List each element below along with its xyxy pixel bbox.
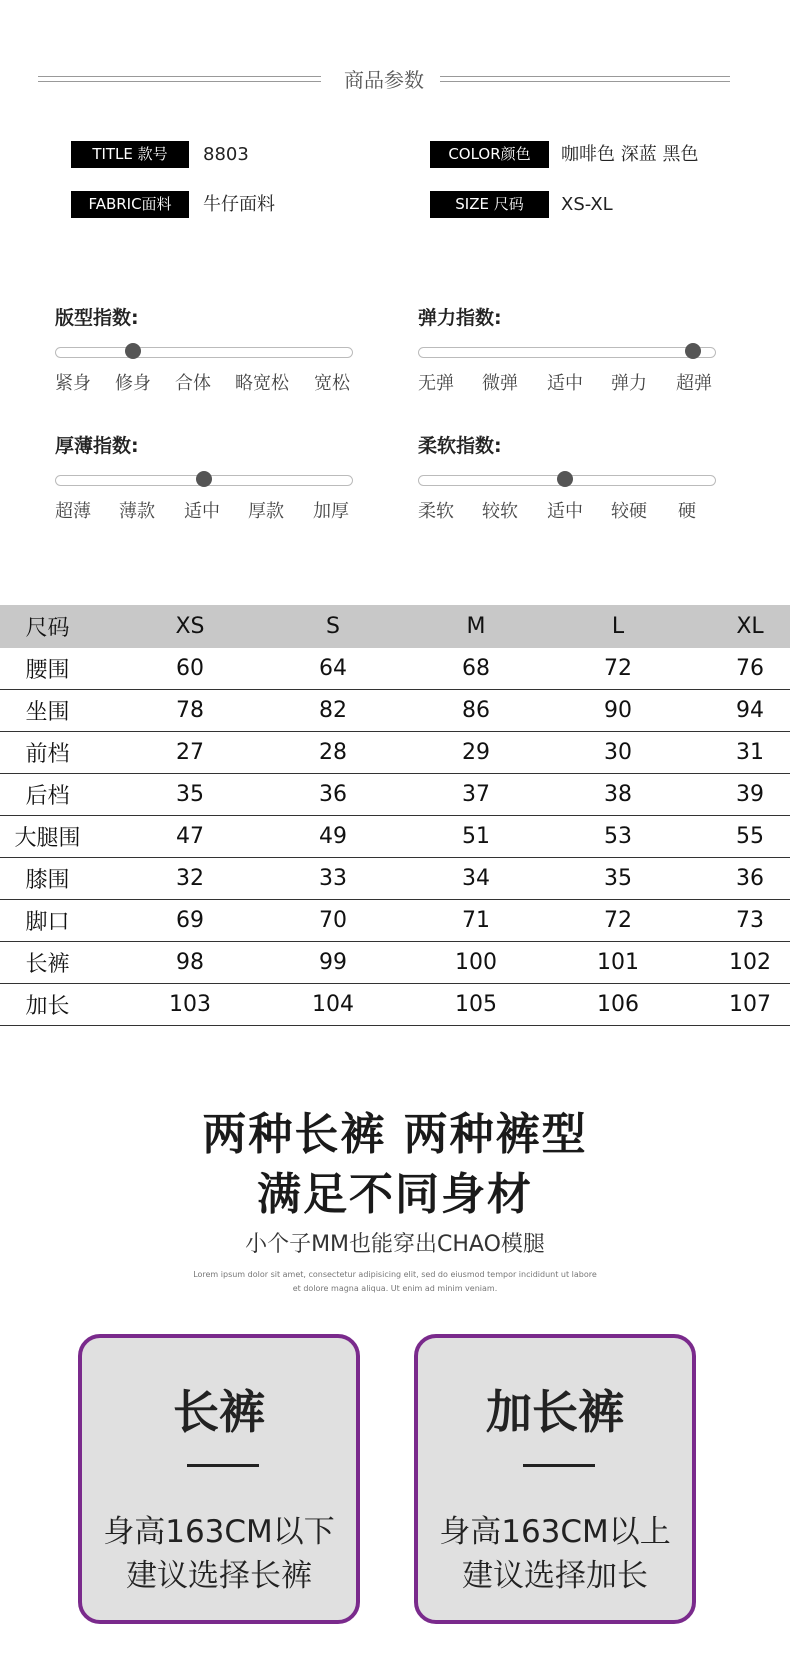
promo-headline-line2: 满足不同身材 — [257, 1169, 533, 1220]
table-cell: 104 — [312, 992, 354, 1017]
table-cell: 51 — [462, 824, 490, 849]
header-divider-right — [440, 76, 730, 82]
header-cell: XS — [175, 614, 205, 639]
promo-placeholder-line2: et dolore magna aliqua. Ut enim ad minim veniam. — [292, 1284, 498, 1293]
table-cell: 94 — [736, 698, 764, 723]
long-pants-advice-text: 建议选择加长 — [462, 1558, 648, 1594]
table-cell: 35 — [176, 782, 204, 807]
table-cell: 82 — [319, 698, 347, 723]
size-table-header — [0, 605, 790, 648]
header-cell: XL — [736, 614, 764, 639]
table-row — [0, 648, 790, 690]
fit-scale-track — [55, 347, 353, 358]
table-cell: 64 — [319, 656, 347, 681]
table-cell: 107 — [729, 992, 771, 1017]
color-value: 咖啡色 深蓝 黑色 — [561, 144, 699, 165]
softness-scale-knob — [557, 471, 573, 487]
table-cell: 76 — [736, 656, 764, 681]
row-label: 后档 — [25, 784, 70, 809]
stretch-scale-title: 弹力指数: — [418, 307, 502, 329]
table-cell: 98 — [176, 950, 204, 975]
table-cell: 72 — [604, 908, 632, 933]
long-pants-height-text: 身高163CM以上 — [439, 1514, 671, 1550]
stretch-scale-knob — [685, 343, 701, 359]
section-title: 商品参数 — [344, 68, 424, 92]
promo-subtitle: 小个子MM也能穿出CHAO模腿 — [245, 1232, 545, 1257]
header-cell: S — [326, 614, 340, 639]
table-cell: 78 — [176, 698, 204, 723]
fit-tick: 修身 — [115, 373, 151, 394]
size-table — [0, 605, 790, 1026]
softness-tick: 较软 — [482, 501, 518, 522]
table-cell: 99 — [319, 950, 347, 975]
title-label: TITLE 款号 — [71, 141, 189, 168]
softness-tick: 适中 — [547, 501, 583, 522]
promo-headline-line1: 两种长裤 两种裤型 — [202, 1109, 588, 1160]
table-cell: 35 — [604, 866, 632, 891]
fit-tick: 宽松 — [314, 373, 350, 394]
promo-placeholder-text — [190, 1268, 600, 1296]
regular-pants-card — [78, 1334, 360, 1624]
stretch-tick: 适中 — [547, 373, 583, 394]
fabric-label: FABRIC面料 — [71, 191, 189, 218]
table-cell: 86 — [462, 698, 490, 723]
table-row — [0, 690, 790, 732]
row-label: 大腿围 — [14, 826, 81, 851]
long-pants-card — [414, 1334, 696, 1624]
size-value: XS-XL — [561, 194, 613, 215]
fit-tick: 合体 — [175, 373, 211, 394]
regular-pants-advice-text: 建议选择长裤 — [126, 1558, 312, 1594]
stretch-tick: 微弹 — [482, 373, 518, 394]
thickness-tick: 加厚 — [313, 501, 349, 522]
softness-tick: 硬 — [678, 501, 696, 522]
table-cell: 27 — [176, 740, 204, 765]
promo-placeholder-line1: Lorem ipsum dolor sit amet, consectetur adipisicing elit, sed do eiusmod tempor incididunt ut labore — [193, 1270, 597, 1279]
table-cell: 39 — [736, 782, 764, 807]
table-cell: 102 — [729, 950, 771, 975]
table-cell: 70 — [319, 908, 347, 933]
fit-scale-knob — [125, 343, 141, 359]
header-cell: M — [466, 614, 486, 639]
table-row — [0, 900, 790, 942]
table-cell: 32 — [176, 866, 204, 891]
table-cell: 68 — [462, 656, 490, 681]
size-label: SIZE 尺码 — [430, 191, 549, 218]
card-divider — [187, 1464, 259, 1467]
fit-tick: 紧身 — [55, 373, 91, 394]
table-cell: 47 — [176, 824, 204, 849]
stretch-scale-track — [418, 347, 716, 358]
table-cell: 33 — [319, 866, 347, 891]
fabric-value: 牛仔面料 — [203, 194, 275, 215]
softness-scale-title: 柔软指数: — [418, 435, 502, 457]
section-header — [0, 56, 790, 96]
table-row — [0, 858, 790, 900]
header-cell: L — [611, 614, 625, 639]
row-label: 脚口 — [25, 910, 70, 935]
table-row — [0, 732, 790, 774]
table-row — [0, 942, 790, 984]
table-cell: 105 — [455, 992, 497, 1017]
table-cell: 60 — [176, 656, 204, 681]
table-cell: 37 — [462, 782, 490, 807]
table-cell: 100 — [455, 950, 497, 975]
table-cell: 38 — [604, 782, 632, 807]
table-cell: 34 — [462, 866, 490, 891]
table-cell: 55 — [736, 824, 764, 849]
table-cell: 29 — [462, 740, 490, 765]
fit-scale-title: 版型指数: — [55, 307, 139, 329]
thickness-scale-title: 厚薄指数: — [55, 435, 139, 457]
softness-tick: 较硬 — [611, 501, 647, 522]
table-cell: 30 — [604, 740, 632, 765]
card-divider — [523, 1464, 595, 1467]
table-row — [0, 816, 790, 858]
table-row — [0, 774, 790, 816]
regular-pants-height-text: 身高163CM以下 — [103, 1514, 335, 1550]
long-pants-title: 加长裤 — [486, 1385, 624, 1439]
row-label: 膝围 — [25, 868, 70, 893]
fit-tick: 略宽松 — [235, 373, 289, 394]
row-label: 长裤 — [25, 952, 70, 977]
table-cell: 106 — [597, 992, 639, 1017]
thickness-scale — [55, 431, 355, 531]
regular-pants-title: 长裤 — [173, 1385, 265, 1439]
thickness-tick: 超薄 — [55, 501, 91, 522]
table-cell: 90 — [604, 698, 632, 723]
table-cell: 72 — [604, 656, 632, 681]
table-cell: 53 — [604, 824, 632, 849]
row-label: 前档 — [25, 742, 70, 767]
stretch-tick: 弹力 — [611, 373, 647, 394]
table-cell: 49 — [319, 824, 347, 849]
row-label: 坐围 — [25, 700, 70, 725]
thickness-tick: 厚款 — [248, 501, 284, 522]
header-divider-left — [38, 76, 321, 82]
title-value: 8803 — [203, 144, 249, 165]
table-cell: 73 — [736, 908, 764, 933]
stretch-tick: 超弹 — [676, 373, 712, 394]
table-cell: 69 — [176, 908, 204, 933]
softness-tick: 柔软 — [418, 501, 454, 522]
row-label: 加长 — [25, 994, 70, 1019]
table-cell: 101 — [597, 950, 639, 975]
table-row — [0, 984, 790, 1026]
table-cell: 103 — [169, 992, 211, 1017]
table-cell: 36 — [736, 866, 764, 891]
table-cell: 31 — [736, 740, 764, 765]
stretch-scale — [418, 303, 718, 403]
table-cell: 36 — [319, 782, 347, 807]
table-cell: 28 — [319, 740, 347, 765]
stretch-tick: 无弹 — [418, 373, 454, 394]
thickness-tick: 薄款 — [119, 501, 155, 522]
table-cell: 71 — [462, 908, 490, 933]
thickness-scale-knob — [196, 471, 212, 487]
thickness-tick: 适中 — [184, 501, 220, 522]
softness-scale — [418, 431, 718, 531]
row-label: 腰围 — [25, 658, 70, 683]
fit-scale — [55, 303, 355, 403]
header-cell-size: 尺码 — [25, 616, 70, 641]
color-label: COLOR颜色 — [430, 141, 549, 168]
